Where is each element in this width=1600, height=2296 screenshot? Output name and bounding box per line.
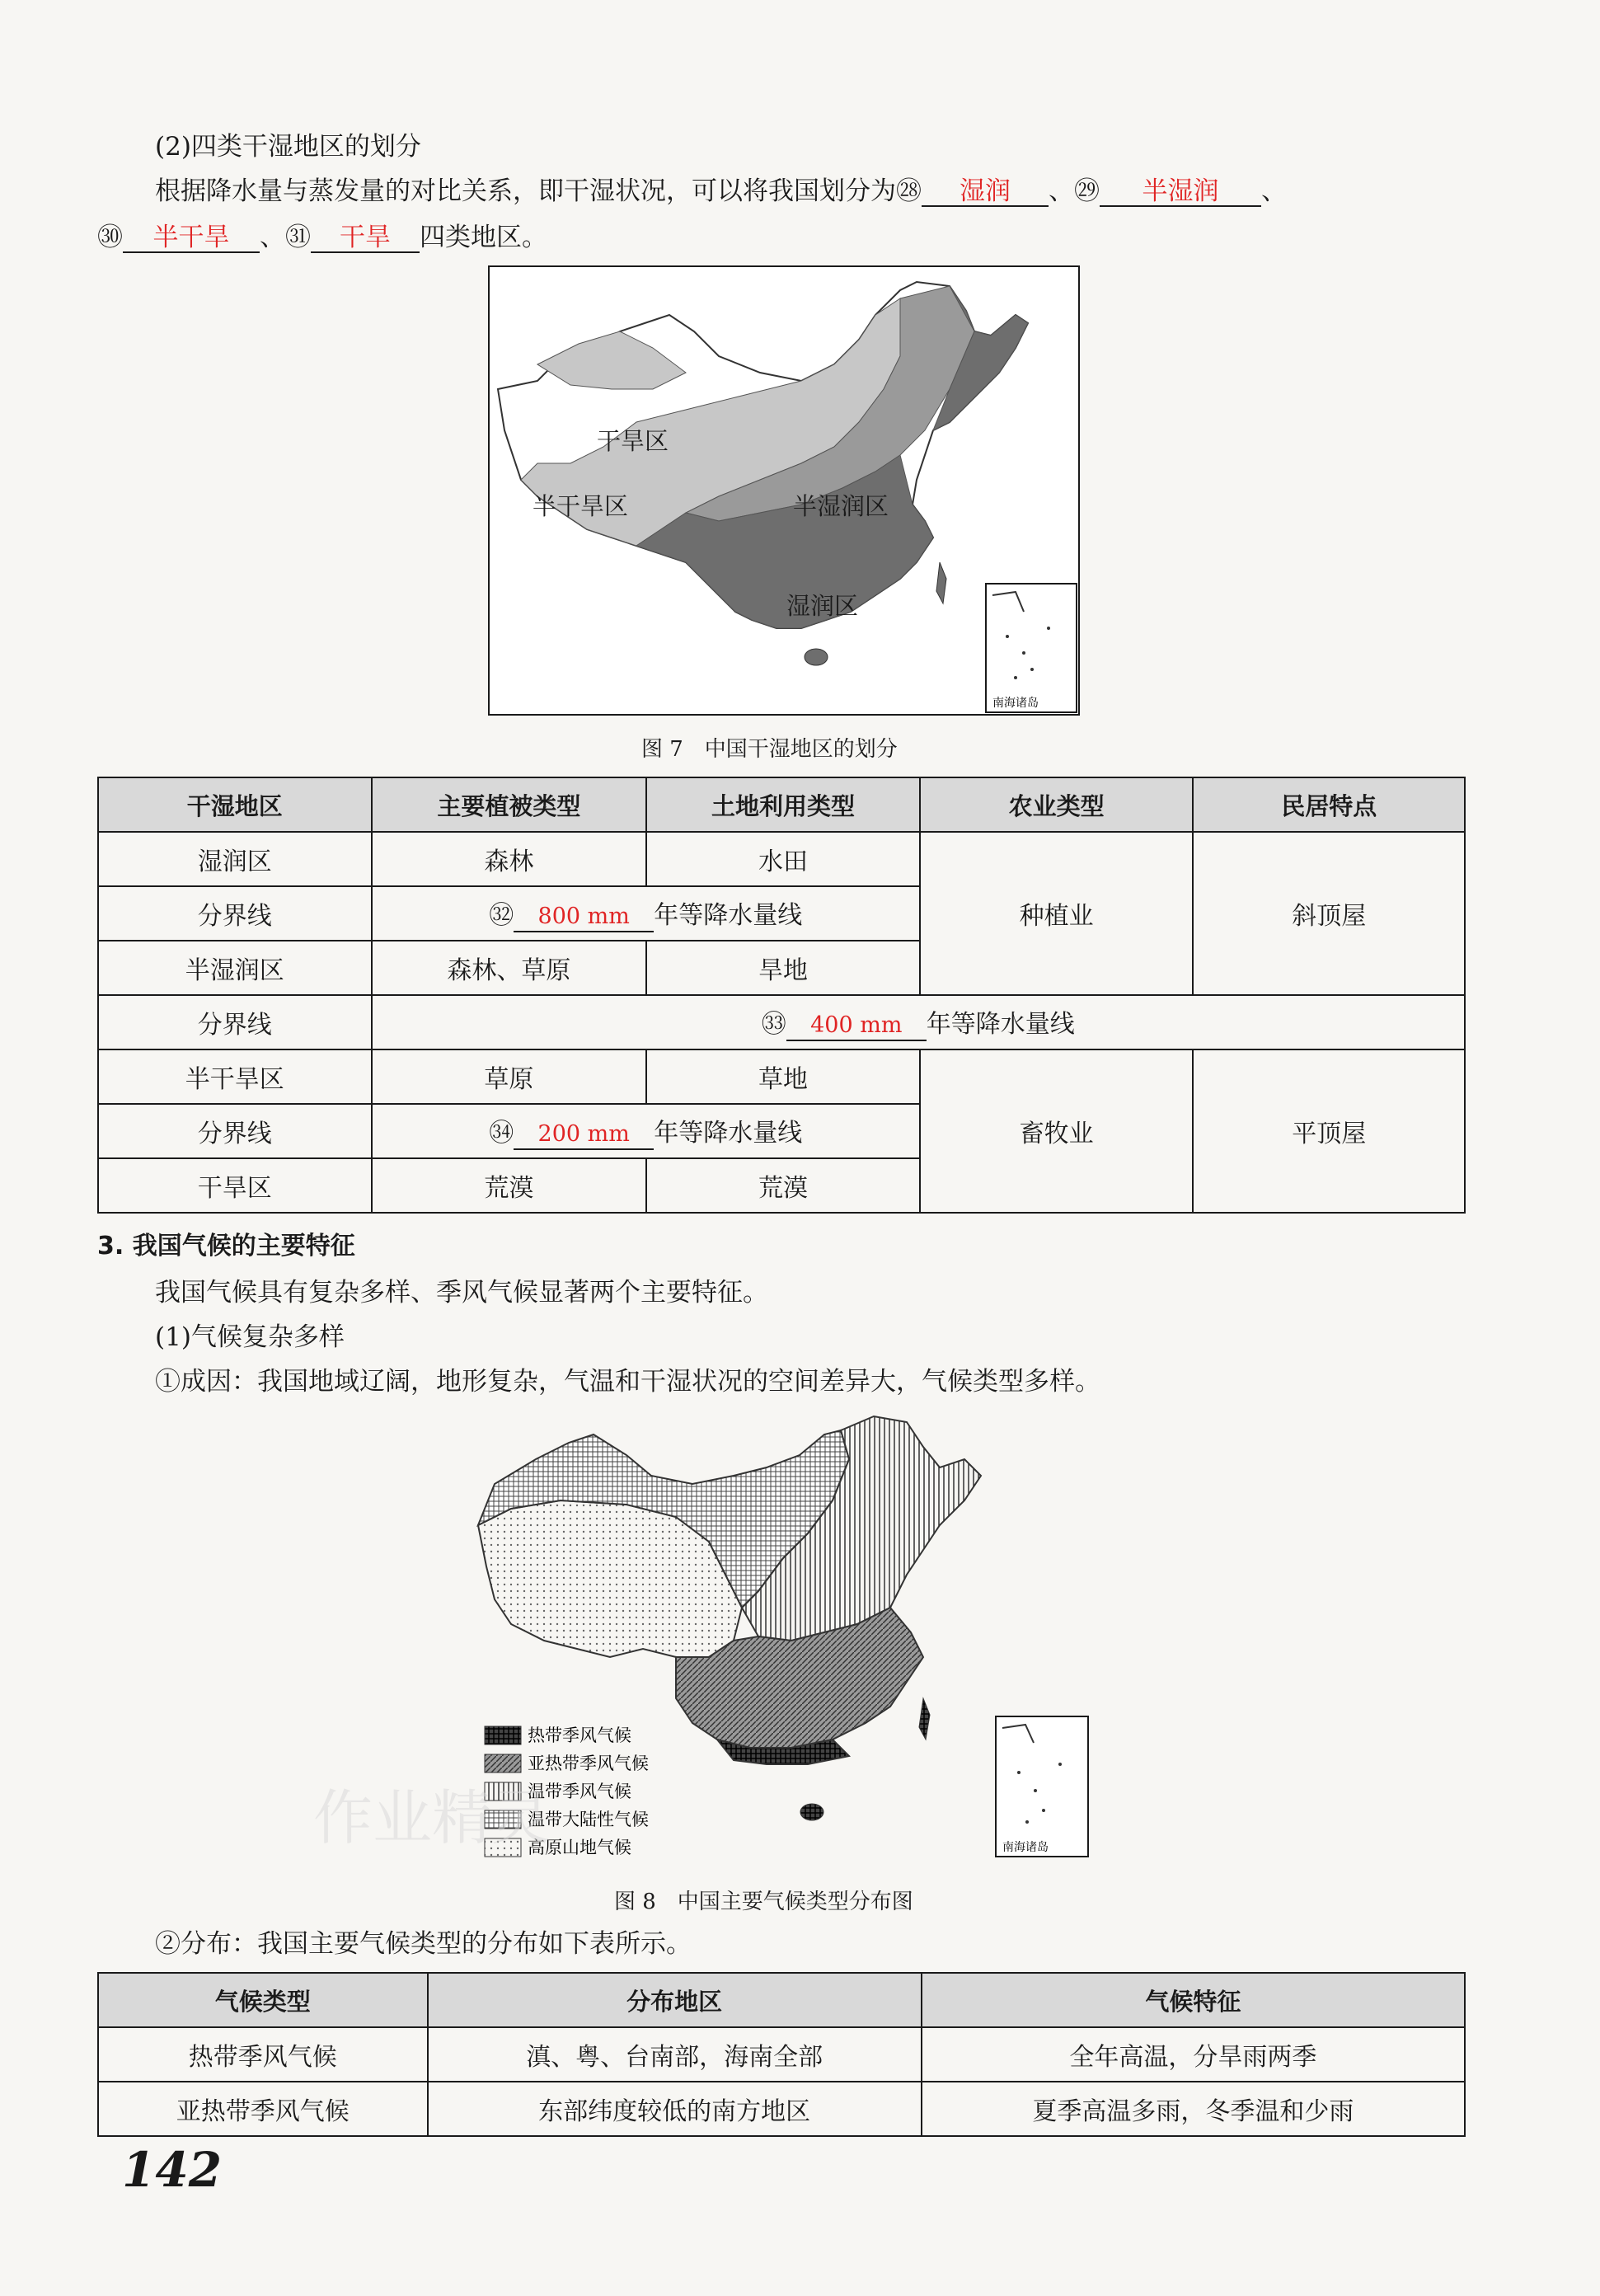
- answer-blank-33[interactable]: 400 mm: [786, 1012, 927, 1041]
- hainan-island: [805, 649, 828, 665]
- legend-label: 温带大陆性气候: [528, 1810, 649, 1829]
- ending-text: 四类地区。: [420, 223, 547, 252]
- blank-number-31: ㉛: [285, 223, 311, 252]
- figure-8-caption: 图 8 中国主要气候类型分布图: [614, 1890, 913, 1914]
- subsection-heading: (1)气候复杂多样: [155, 1322, 345, 1352]
- blank-number-28: ㉘: [896, 176, 922, 206]
- table-cell: 干旱区: [98, 1158, 372, 1213]
- blank-number-32: ㉜: [489, 901, 514, 930]
- separator: 、: [1261, 176, 1287, 206]
- inset-label: 南海诸岛: [992, 697, 1039, 710]
- table-header: 土地利用类型: [646, 777, 920, 832]
- legend-label: 高原山地气候: [528, 1838, 631, 1857]
- inset-label: 南海诸岛: [1002, 1841, 1049, 1854]
- answer-blank-32[interactable]: 800 mm: [514, 903, 654, 932]
- table-header: 气候特征: [922, 1973, 1465, 2027]
- dry-wet-table: [97, 777, 1466, 1214]
- intro-line-1: [155, 175, 1287, 208]
- answer-blank-31[interactable]: 干旱: [311, 223, 420, 253]
- table-header: 气候类型: [98, 1973, 428, 2027]
- dry-wet-regions-map: [488, 265, 1080, 716]
- map-label-semi-wet: 半湿润区: [793, 492, 889, 520]
- section-3-heading: 3. 我国气候的主要特征: [97, 1232, 355, 1261]
- blank-number-33: ㉝: [761, 1010, 786, 1039]
- table-cell: 夏季高温多雨，冬季温和少雨: [922, 2082, 1465, 2136]
- table-cell: 草地: [646, 1049, 920, 1104]
- legend-swatch-subtropical: [485, 1754, 521, 1772]
- map-label-semi-dry: 半干旱区: [533, 492, 629, 520]
- table-cell: 东部纬度较低的南方地区: [428, 2082, 922, 2136]
- cause-paragraph: ①成因：我国地域辽阔，地形复杂，气温和干湿状况的空间差异大，气候类型多样。: [155, 1367, 1100, 1397]
- agri-type-cell: 种植业: [920, 832, 1194, 995]
- table-cell: 荒漠: [646, 1158, 920, 1213]
- legend-swatch-tropical: [485, 1726, 521, 1744]
- boundary-cell: [372, 1104, 920, 1158]
- table-cell: 全年高温，分旱雨两季: [922, 2027, 1465, 2082]
- answer-blank-28[interactable]: 湿润: [922, 177, 1049, 207]
- climate-types-map: [313, 1410, 1105, 1871]
- separator: 、: [260, 223, 285, 252]
- section-heading: (2)四类干湿地区的划分: [155, 132, 421, 162]
- separator: 、: [1049, 176, 1074, 206]
- table-cell: 水田: [646, 832, 920, 886]
- boundary-suffix: 年等降水量线: [654, 1119, 803, 1148]
- climate-table: [97, 1972, 1466, 2137]
- inset-frame: [986, 584, 1077, 712]
- table-cell: 滇、粤、台南部，海南全部: [428, 2027, 922, 2082]
- distribution-paragraph: ②分布：我国主要气候类型的分布如下表所示。: [155, 1929, 692, 1959]
- table-cell: 森林、草原: [372, 941, 647, 995]
- table-cell: 草原: [372, 1049, 647, 1104]
- inset-frame: [996, 1716, 1088, 1857]
- watermark-text: 作业精灵: [313, 1783, 551, 1852]
- table-header: 民居特点: [1193, 777, 1465, 832]
- section-3-paragraph: 我国气候具有复杂多样、季风气候显著两个主要特征。: [155, 1278, 768, 1308]
- blank-number-34: ㉞: [489, 1119, 514, 1148]
- table-cell: 半湿润区: [98, 941, 372, 995]
- answer-blank-34[interactable]: 200 mm: [514, 1120, 654, 1150]
- table-cell: 森林: [372, 832, 647, 886]
- blank-number-29: ㉙: [1074, 176, 1100, 206]
- table-cell: 热带季风气候: [98, 2027, 428, 2082]
- page-number: 142: [122, 2142, 223, 2198]
- blank-number-30: ㉚: [97, 223, 123, 252]
- legend-label: 热带季风气候: [528, 1726, 631, 1745]
- table-header: 干湿地区: [98, 777, 372, 832]
- table-cell: 湿润区: [98, 832, 372, 886]
- table-cell: 分界线: [98, 1104, 372, 1158]
- table-cell: 半干旱区: [98, 1049, 372, 1104]
- boundary-cell: [372, 886, 920, 941]
- table-cell: 荒漠: [372, 1158, 647, 1213]
- boundary-suffix: 年等降水量线: [926, 1010, 1075, 1039]
- table-cell: 分界线: [98, 886, 372, 941]
- answer-blank-30[interactable]: 半干旱: [123, 223, 260, 253]
- figure-7-caption: 图 7 中国干湿地区的划分: [641, 737, 898, 762]
- table-header: 农业类型: [920, 777, 1194, 832]
- map-label-wet: 湿润区: [786, 592, 859, 620]
- agri-type-cell: 畜牧业: [920, 1049, 1194, 1213]
- house-type-cell: 斜顶屋: [1193, 832, 1465, 995]
- intro-line-2: [97, 221, 547, 254]
- taiwan-island: [919, 1698, 930, 1740]
- legend-label: 亚热带季风气候: [528, 1754, 649, 1773]
- table-cell: 旱地: [646, 941, 920, 995]
- table-cell: 亚热带季风气候: [98, 2082, 428, 2136]
- table-header: 主要植被类型: [372, 777, 647, 832]
- answer-blank-29[interactable]: 半湿润: [1100, 177, 1261, 207]
- hainan-island: [800, 1804, 823, 1820]
- legend-label: 温带季风气候: [528, 1782, 631, 1801]
- house-type-cell: 平顶屋: [1193, 1049, 1465, 1213]
- map-label-dry: 干旱区: [597, 427, 669, 455]
- table-header: 分布地区: [428, 1973, 922, 2027]
- table-cell: 分界线: [98, 995, 372, 1049]
- boundary-suffix: 年等降水量线: [654, 901, 803, 930]
- boundary-cell: [372, 995, 1465, 1049]
- intro-text: 根据降水量与蒸发量的对比关系，即干湿状况，可以将我国划分为: [155, 176, 896, 206]
